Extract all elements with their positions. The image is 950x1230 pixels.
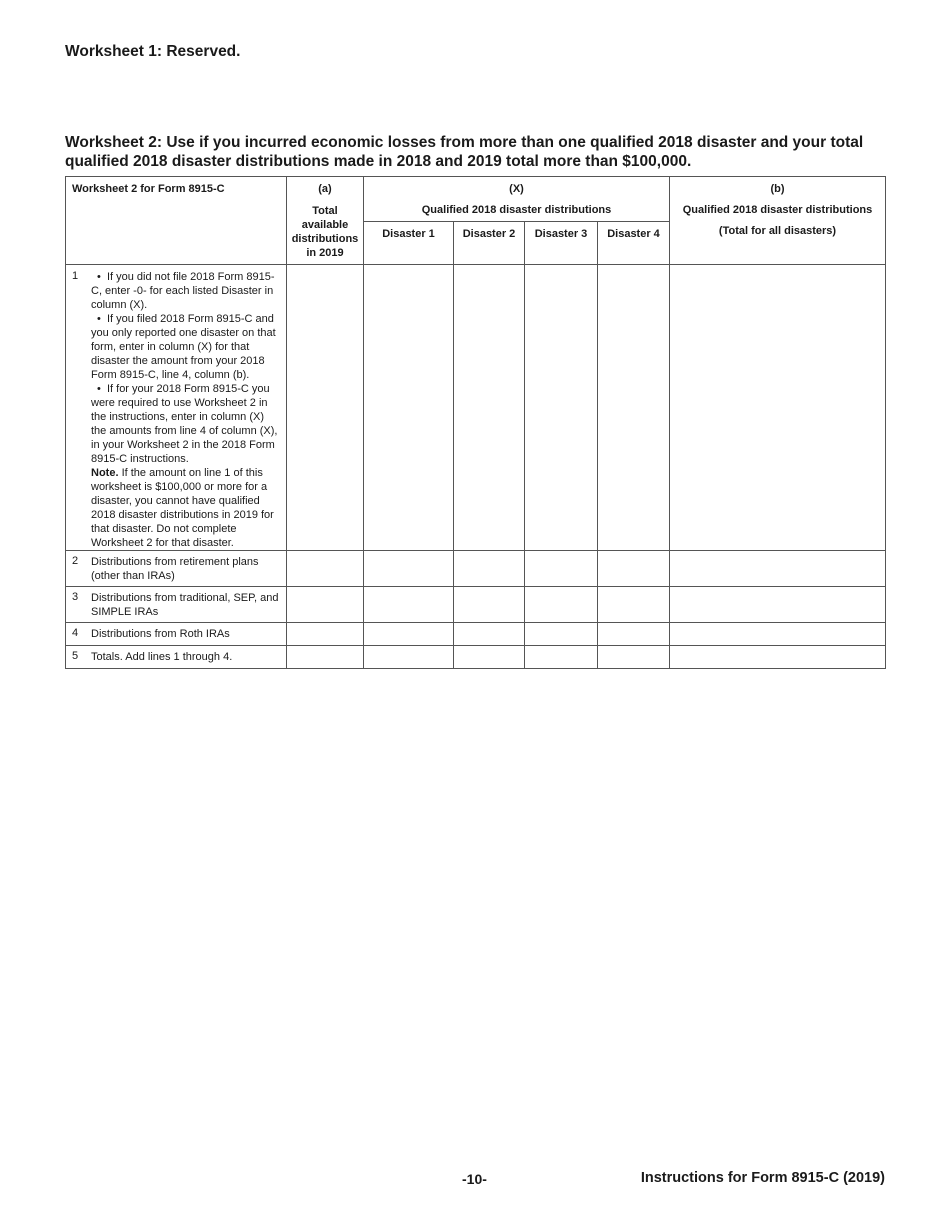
disaster-2-header: Disaster 2 xyxy=(454,222,525,265)
disaster-1-header: Disaster 1 xyxy=(364,222,454,265)
line-1-description: 1 • If you did not file 2018 Form 8915-C, enter -0- for each listed Disaster in column (X). • If you filed 2018 Form 8915-C and you only reported one disaster on that form, enter in column (X) for that disaster the amount from your 2018 Form 8915-C, line 4, column (b). • If for your 2018 Form 8915-C you were required to use Worksheet 2 in the instructions, enter in column (X) the amounts from line 4 of column (X), in your Worksheet 2 in the 2018 Form 8915-C instructions. Note. If the amount on line 1 of this worksheet is $100,000 or more for a disaster, you cannot have qualified 2018 disaster distributions in 2019 for that disaster. Do not complete Worksheet 2 for that disaster. xyxy=(66,265,287,551)
line-2-col-b[interactable] xyxy=(670,551,886,587)
line-1-disaster-2[interactable] xyxy=(454,265,525,551)
line-4-col-a[interactable] xyxy=(287,623,364,646)
line-5-description: 5 Totals. Add lines 1 through 4. xyxy=(66,646,287,669)
table-row xyxy=(66,646,886,669)
line-5-disaster-1[interactable] xyxy=(364,646,454,669)
line-1-disaster-1[interactable] xyxy=(364,265,454,551)
disaster-3-header: Disaster 3 xyxy=(525,222,598,265)
table-row xyxy=(66,551,886,587)
col-a-header: (a) Total available distributions in 2019 xyxy=(287,177,364,265)
line-2-disaster-3[interactable] xyxy=(525,551,598,587)
line-5-col-a[interactable] xyxy=(287,646,364,669)
line-4-disaster-2[interactable] xyxy=(454,623,525,646)
line-1-disaster-4[interactable] xyxy=(598,265,670,551)
line-1-disaster-3[interactable] xyxy=(525,265,598,551)
worksheet2-table xyxy=(65,176,886,669)
line-5-disaster-3[interactable] xyxy=(525,646,598,669)
table-title: Worksheet 2 for Form 8915-C xyxy=(66,177,287,265)
line-3-col-a[interactable] xyxy=(287,587,364,623)
line-2-disaster-2[interactable] xyxy=(454,551,525,587)
line-2-disaster-4[interactable] xyxy=(598,551,670,587)
line-3-description: 3 Distributions from traditional, SEP, and SIMPLE IRAs xyxy=(66,587,287,623)
worksheet1-heading: Worksheet 1: Reserved. xyxy=(65,43,241,60)
line-4-description: 4 Distributions from Roth IRAs xyxy=(66,623,287,646)
line-5-disaster-2[interactable] xyxy=(454,646,525,669)
line-4-col-b[interactable] xyxy=(670,623,886,646)
worksheet2-heading: Worksheet 2: Use if you incurred economic losses from more than one qualified 2018 disaster and your total qualified 2018 disaster distributions made in 2018 and 2019 total more than $100,000. xyxy=(65,134,864,170)
line-5-disaster-4[interactable] xyxy=(598,646,670,669)
table-row xyxy=(66,587,886,623)
line-2-col-a[interactable] xyxy=(287,551,364,587)
line-4-disaster-3[interactable] xyxy=(525,623,598,646)
line-1-col-b[interactable] xyxy=(670,265,886,551)
line-1-col-a[interactable] xyxy=(287,265,364,551)
table-row xyxy=(66,265,886,551)
line-3-disaster-1[interactable] xyxy=(364,587,454,623)
line-3-disaster-3[interactable] xyxy=(525,587,598,623)
disaster-4-header: Disaster 4 xyxy=(598,222,670,265)
line-3-col-b[interactable] xyxy=(670,587,886,623)
document-title: Instructions for Form 8915-C (2019) xyxy=(640,1170,885,1186)
page-number: -10- xyxy=(462,1171,487,1187)
line-3-disaster-4[interactable] xyxy=(598,587,670,623)
line-2-disaster-1[interactable] xyxy=(364,551,454,587)
table-row xyxy=(66,623,886,646)
line-4-disaster-1[interactable] xyxy=(364,623,454,646)
line-2-description: 2 Distributions from retirement plans (other than IRAs) xyxy=(66,551,287,587)
col-b-header: (b) Qualified 2018 disaster distributions (Total for all disasters) xyxy=(670,177,886,265)
line-4-disaster-4[interactable] xyxy=(598,623,670,646)
line-3-disaster-2[interactable] xyxy=(454,587,525,623)
line-5-col-b[interactable] xyxy=(670,646,886,669)
col-x-header: (X) Qualified 2018 disaster distributions xyxy=(364,177,670,222)
